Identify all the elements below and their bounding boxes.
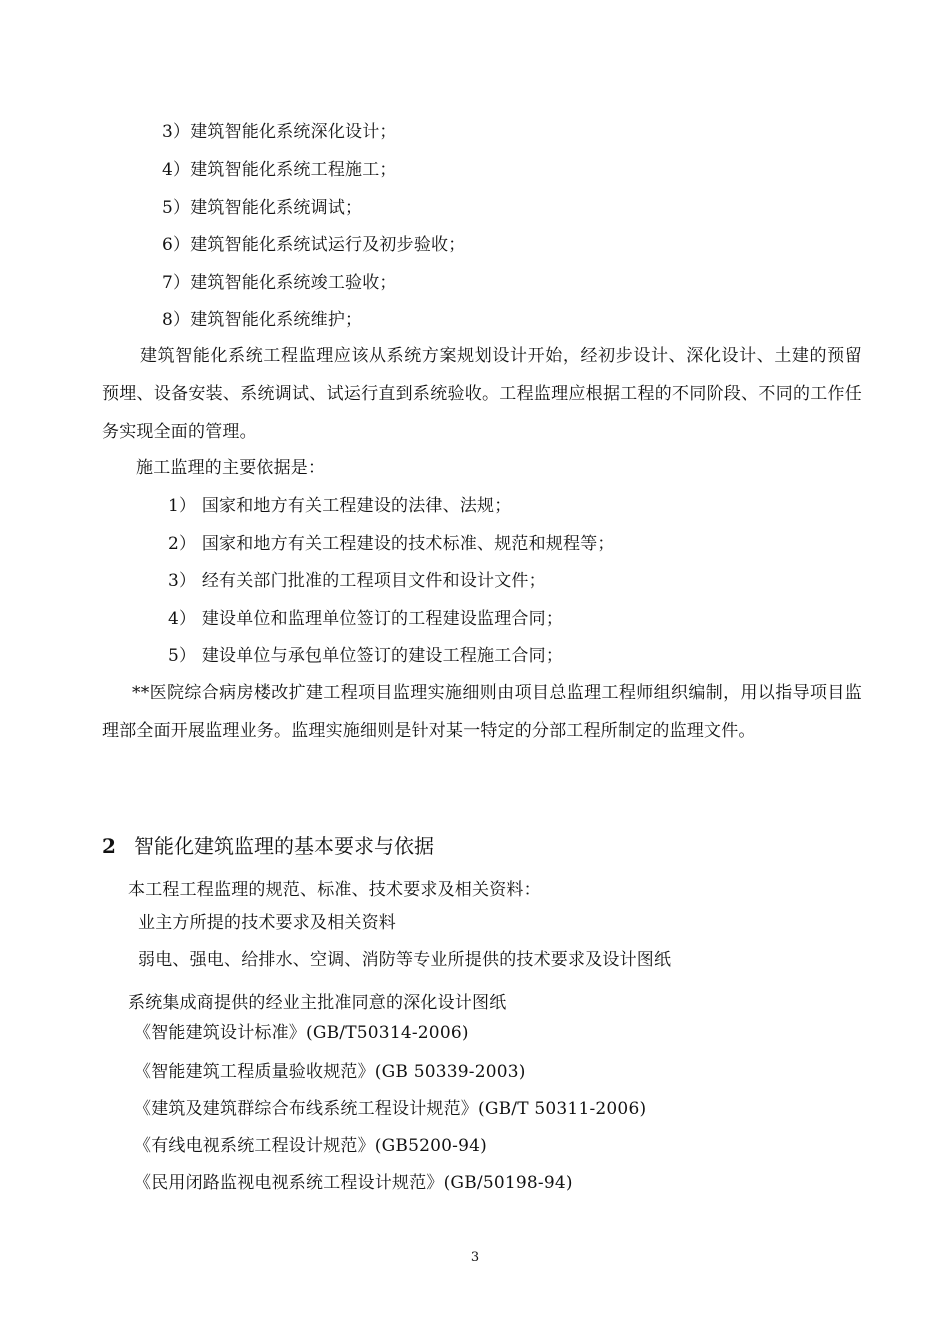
basis-intro: 施工监理的主要依据是： (136, 458, 326, 478)
section-2-integrator-drawings: 系统集成商提供的经业主批准同意的深化设计图纸 (128, 993, 507, 1013)
supervision-scope-paragraph: 建筑智能化系统工程监理应该从系统方案规划设计开始，经初步设计、深化设计、土建的预留预埋、设备安装、系统调试、试运行直到系统验收。工程监理应根据工程的不同阶段、不同的工作任务实现全面的管理。 (102, 346, 862, 442)
basis-item-2: 2） 国家和地方有关工程建设的技术标准、规范和规程等； (168, 534, 615, 554)
stage-item-4: 4）建筑智能化系统工程施工； (162, 160, 397, 180)
stage-item-8: 8）建筑智能化系统维护； (162, 310, 363, 330)
section-2-discipline-requirements: 弱电、强电、给排水、空调、消防等专业所提供的技术要求及设计图纸 (138, 950, 672, 970)
basis-item-1: 1） 国家和地方有关工程建设的法律、法规； (168, 496, 512, 516)
stage-item-7: 7）建筑智能化系统竣工验收； (162, 273, 397, 293)
stage-item-6: 6）建筑智能化系统试运行及初步验收； (162, 235, 466, 255)
basis-item-3: 3） 经有关部门批准的工程项目文件和设计文件； (168, 571, 546, 591)
section-2-intro: 本工程工程监理的规范、标准、技术要求及相关资料： (128, 880, 541, 900)
standard-item: 《智能建筑设计标准》(GB/T50314-2006) (134, 1023, 469, 1043)
page-number: 3 (470, 1250, 480, 1265)
standard-item: 《建筑及建筑群综合布线系统工程设计规范》(GB/T 50311-2006) (134, 1099, 647, 1119)
standard-item: 《有线电视系统工程设计规范》(GB5200-94) (134, 1136, 487, 1156)
section-heading (102, 832, 434, 860)
implementation-rules-paragraph: **医院综合病房楼改扩建工程项目监理实施细则由项目总监理工程师组织编制，用以指导项目监理部全面开展监理业务。监理实施细则是针对某一特定的分部工程所制定的监理文件。 (102, 683, 862, 741)
basis-item-5: 5） 建设单位与承包单位签订的建设工程施工合同； (168, 646, 564, 666)
section-2-owner-requirements: 业主方所提的技术要求及相关资料 (138, 913, 396, 933)
section-title: 智能化建筑监理的基本要求与依据 (134, 834, 434, 858)
section-number: 2 (102, 834, 116, 858)
standard-item: 《智能建筑工程质量验收规范》(GB 50339-2003) (134, 1062, 526, 1082)
basis-item-4: 4） 建设单位和监理单位签订的工程建设监理合同； (168, 609, 564, 629)
standard-item: 《民用闭路监视电视系统工程设计规范》(GB/50198-94) (134, 1173, 573, 1193)
stage-item-3: 3）建筑智能化系统深化设计； (162, 122, 397, 142)
stage-item-5: 5）建筑智能化系统调试； (162, 198, 363, 218)
